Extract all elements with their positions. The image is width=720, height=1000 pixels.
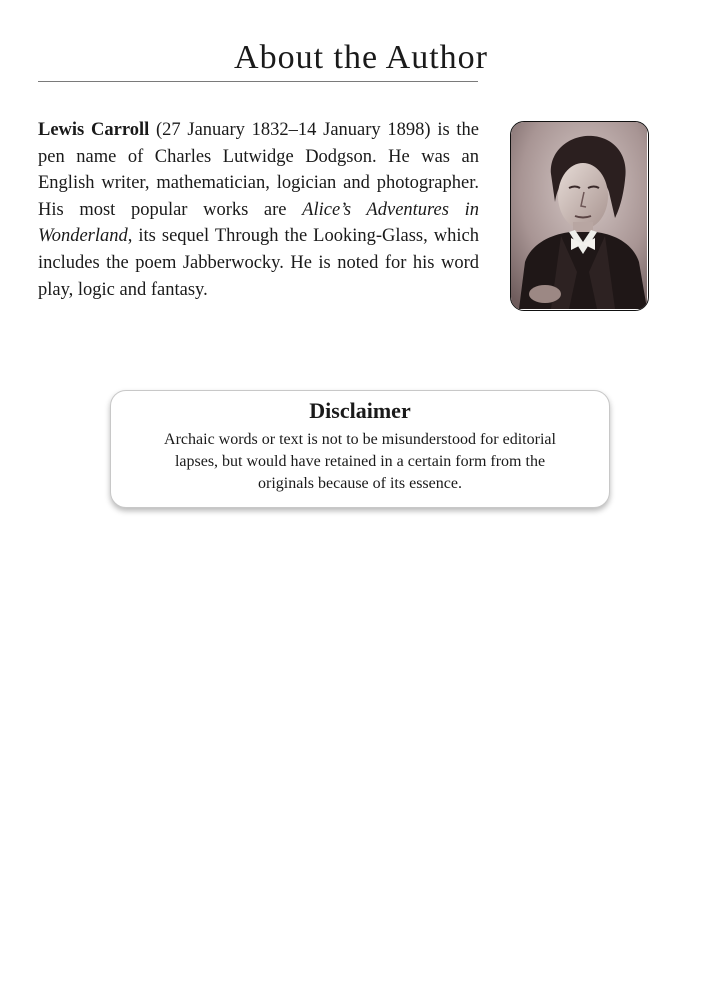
bio-text-part-1: (27 January 1832–14 January 1898) is the pen name of Charles Lutwidge Dodgson. He was an English writer, mathematician, logician and photographer. His most popular works are — [38, 120, 480, 220]
disclaimer-title: Disclaimer — [309, 398, 411, 423]
author-name: Lewis Carroll — [38, 120, 150, 140]
book-title: Alice’s Adventures in Wonderland — [38, 199, 479, 247]
disclaimer-box — [110, 390, 610, 508]
page-title: About the Author — [234, 39, 488, 76]
author-bio — [38, 117, 479, 303]
disclaimer-text: Archaic words or text is not to be misunderstood for editorial lapses, but would have retained in a certain form from the originals because of its essence. — [164, 431, 556, 492]
author-portrait — [510, 121, 649, 311]
title-divider — [38, 81, 478, 82]
bio-text-part-2: , its sequel Through the Looking-Glass, which includes the poem Jabberwocky. He is noted for his word play, logic and fantasy. — [38, 226, 479, 300]
author-portrait-image — [511, 122, 647, 309]
